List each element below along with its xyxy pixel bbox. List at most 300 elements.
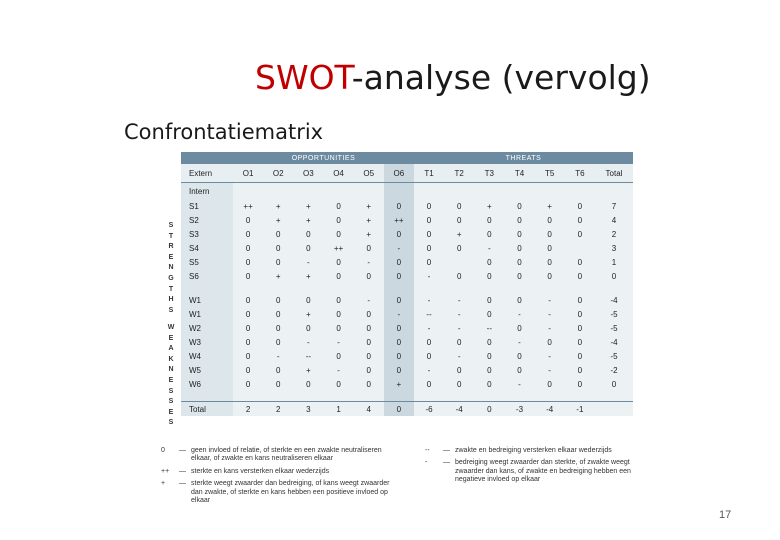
header-corner	[181, 152, 233, 164]
column-header: T5	[535, 164, 565, 183]
matrix-cell: -5	[595, 321, 633, 335]
matrix-cell: 0	[263, 227, 293, 241]
matrix-cell	[565, 241, 595, 255]
matrix-cell: 0	[323, 321, 353, 335]
matrix-cell: 0	[414, 199, 444, 213]
matrix-cell: -4	[535, 402, 565, 417]
matrix-cell: 0	[504, 213, 534, 227]
matrix-group-header	[181, 152, 633, 164]
vertical-letter: E	[168, 376, 174, 384]
matrix-cell: 0	[293, 227, 323, 241]
empty-cell	[474, 183, 504, 200]
empty-cell	[595, 183, 633, 200]
matrix-cell: +	[354, 199, 384, 213]
empty-cell	[384, 283, 414, 293]
matrix-cell: 2	[263, 402, 293, 417]
matrix-cell: -	[444, 321, 474, 335]
title-rest: -analyse (vervolg)	[351, 58, 651, 97]
matrix-cell: 0	[444, 269, 474, 283]
matrix-cell: 0	[233, 363, 263, 377]
vertical-letter: G	[168, 274, 174, 282]
column-header: O4	[323, 164, 353, 183]
matrix-cell: 0	[263, 335, 293, 349]
empty-cell	[474, 391, 504, 402]
legend-symbol: ++	[161, 467, 170, 475]
strength-row	[181, 255, 633, 269]
matrix-cell: -	[535, 363, 565, 377]
matrix-cell: 0	[414, 377, 444, 391]
matrix-cell: -	[535, 321, 565, 335]
legend-dash: —	[179, 447, 186, 454]
matrix-cell: 0	[233, 349, 263, 363]
matrix-cell: 0	[233, 213, 263, 227]
matrix-cell: 4	[354, 402, 384, 417]
row-label: S4	[181, 241, 233, 255]
matrix-cell: 0	[323, 213, 353, 227]
empty-cell	[323, 283, 353, 293]
column-header: O3	[293, 164, 323, 183]
matrix-cell: -	[354, 255, 384, 269]
column-header: O5	[354, 164, 384, 183]
matrix-cell: -	[384, 307, 414, 321]
matrix-cell: -	[474, 241, 504, 255]
matrix-cell: 0	[444, 213, 474, 227]
vertical-letter: A	[168, 345, 174, 353]
row-label: W1	[181, 293, 233, 307]
matrix-cell: 0	[595, 269, 633, 283]
total-row	[181, 402, 633, 417]
matrix-cell: 3	[595, 241, 633, 255]
matrix-cell: 0	[233, 335, 263, 349]
matrix-cell: 0	[565, 269, 595, 283]
column-header: O1	[233, 164, 263, 183]
matrix-cell: 0	[504, 255, 534, 269]
vertical-letter: S	[168, 398, 174, 406]
legend-dash: —	[443, 447, 450, 454]
matrix-cell: 0	[565, 227, 595, 241]
vertical-letter: W	[167, 324, 175, 331]
matrix-cell: 0	[233, 227, 263, 241]
matrix-cell: 0	[354, 377, 384, 391]
slide-title	[255, 58, 651, 97]
legend-text: zwakte en bedreiging versterken elkaar wederzijds	[455, 447, 612, 454]
weakness-row	[181, 293, 633, 307]
matrix-cell: -	[504, 377, 534, 391]
matrix-cell: -	[384, 241, 414, 255]
matrix-cell: ++	[323, 241, 353, 255]
matrix-cell: -6	[414, 402, 444, 417]
matrix-cell: -	[504, 335, 534, 349]
empty-cell	[444, 391, 474, 402]
matrix-cell: -2	[595, 363, 633, 377]
legend-symbol: -	[425, 459, 428, 467]
page-number: 17	[719, 509, 732, 521]
matrix-cell: -	[535, 349, 565, 363]
empty-cell	[233, 283, 263, 293]
matrix-cell: 0	[233, 377, 263, 391]
column-header: T6	[565, 164, 595, 183]
legend-item	[425, 447, 655, 455]
opportunities-header: OPPORTUNITIES	[233, 152, 414, 164]
matrix-cell: +	[263, 199, 293, 213]
matrix-cell: +	[354, 213, 384, 227]
matrix-cell: 0	[504, 349, 534, 363]
matrix-cell: -	[414, 269, 444, 283]
matrix-cell: 0	[504, 321, 534, 335]
matrix-cell: --	[414, 307, 444, 321]
matrix-cell: 0	[535, 335, 565, 349]
legend-item	[161, 447, 401, 464]
matrix-cell: -	[414, 363, 444, 377]
legend-item	[161, 480, 401, 505]
matrix-cell: -1	[565, 402, 595, 417]
empty-cell	[323, 391, 353, 402]
matrix-cell: 0	[444, 335, 474, 349]
matrix-cell: 0	[354, 349, 384, 363]
empty-cell	[181, 391, 233, 402]
matrix-cell: 0	[565, 255, 595, 269]
matrix-cell: 0	[504, 227, 534, 241]
legend-dash: —	[443, 459, 450, 467]
matrix-cell: 0	[384, 227, 414, 241]
empty-cell	[444, 183, 474, 200]
empty-cell	[595, 283, 633, 293]
column-header: Extern	[181, 164, 233, 183]
matrix-cell: +	[263, 269, 293, 283]
strength-row	[181, 199, 633, 213]
strength-row	[181, 269, 633, 283]
matrix-cell: 0	[323, 293, 353, 307]
matrix-cell: +	[293, 363, 323, 377]
matrix-cell: +	[293, 307, 323, 321]
matrix-cell: 0	[474, 377, 504, 391]
matrix-cell: -	[414, 321, 444, 335]
empty-cell	[354, 183, 384, 200]
matrix-cell: 0	[384, 321, 414, 335]
weakness-row	[181, 321, 633, 335]
column-header: T3	[474, 164, 504, 183]
matrix-cell: -	[444, 293, 474, 307]
legend-symbol: +	[161, 480, 166, 488]
empty-cell	[354, 283, 384, 293]
empty-cell	[595, 391, 633, 402]
empty-cell	[233, 391, 263, 402]
matrix-cell: 0	[504, 269, 534, 283]
matrix-cell: 0	[323, 227, 353, 241]
row-label: S5	[181, 255, 233, 269]
matrix-cell: 3	[293, 402, 323, 417]
matrix-cell	[595, 402, 633, 417]
matrix-cell: 0	[504, 241, 534, 255]
matrix-cell: 0	[504, 363, 534, 377]
empty-cell	[504, 283, 534, 293]
matrix-cell: 0	[444, 241, 474, 255]
matrix-cell: 0	[414, 335, 444, 349]
matrix-cell: -	[414, 293, 444, 307]
empty-cell	[414, 283, 444, 293]
matrix-cell: -	[293, 335, 323, 349]
matrix-cell: 0	[384, 199, 414, 213]
matrix-cell: 4	[595, 213, 633, 227]
matrix-cell: 0	[565, 213, 595, 227]
column-header: T2	[444, 164, 474, 183]
strength-row	[181, 227, 633, 241]
vertical-letter: T	[168, 232, 174, 240]
column-header: Total	[595, 164, 633, 183]
matrix-cell: 0	[233, 321, 263, 335]
matrix-cell: -4	[595, 293, 633, 307]
matrix-cell: 0	[263, 377, 293, 391]
intern-label: Intern	[181, 183, 233, 200]
row-label: W2	[181, 321, 233, 335]
weakness-row	[181, 349, 633, 363]
matrix-cell: -	[263, 349, 293, 363]
weakness-row	[181, 307, 633, 321]
matrix-cell: 0	[535, 269, 565, 283]
matrix-cell: 0	[474, 227, 504, 241]
matrix-cell: ++	[233, 199, 263, 213]
empty-cell	[414, 183, 444, 200]
matrix-cell: +	[354, 227, 384, 241]
matrix-cell: 0	[354, 363, 384, 377]
matrix-cell: 0	[565, 349, 595, 363]
title-accent: SWOT	[255, 58, 352, 97]
row-label: W4	[181, 349, 233, 363]
matrix-cell: +	[444, 227, 474, 241]
empty-cell	[565, 283, 595, 293]
matrix-cell: 0	[414, 241, 444, 255]
matrix-cell: 2	[233, 402, 263, 417]
empty-cell	[384, 183, 414, 200]
legend-text: sterkte en kans versterken elkaar wederzijds	[191, 467, 330, 475]
matrix-cell: 0	[535, 213, 565, 227]
vertical-letter: S	[168, 419, 174, 427]
matrix-cell: -	[293, 255, 323, 269]
empty-cell	[354, 391, 384, 402]
row-label: Total	[181, 402, 233, 417]
matrix-cell: 0	[444, 377, 474, 391]
legend-item	[161, 468, 401, 476]
matrix-cell: 0	[535, 255, 565, 269]
matrix-cell: 7	[595, 199, 633, 213]
matrix-cell: -3	[504, 402, 534, 417]
matrix-cell: 0	[384, 363, 414, 377]
matrix-cell: 0	[233, 307, 263, 321]
empty-cell	[474, 283, 504, 293]
matrix-cell: 0	[263, 363, 293, 377]
threats-header: THREATS	[414, 152, 633, 164]
matrix-cell: -5	[595, 349, 633, 363]
matrix-cell: 0	[474, 255, 504, 269]
empty-cell	[504, 183, 534, 200]
vertical-letter: R	[168, 243, 174, 251]
empty-cell	[263, 391, 293, 402]
row-label: W6	[181, 377, 233, 391]
empty-cell	[293, 391, 323, 402]
legend-item	[425, 459, 655, 484]
matrix-cell: 0	[384, 293, 414, 307]
matrix-cell: 0	[384, 269, 414, 283]
vertical-letter: H	[168, 296, 174, 304]
matrix-cell: 0	[233, 269, 263, 283]
legend-symbol: 0	[161, 447, 165, 454]
matrix-cell: 0	[263, 293, 293, 307]
matrix-cell: 0	[444, 363, 474, 377]
matrix-cell: --	[474, 321, 504, 335]
matrix-cell	[444, 255, 474, 269]
matrix-column-header-row	[181, 164, 633, 183]
legend-symbol: --	[425, 447, 430, 454]
legend-dash: —	[179, 467, 186, 475]
legend-text: sterkte weegt zwaarder dan bedreiging, of kans weegt zwaarder dan zwakte, of sterkte en kans hebben een positieve invloed op elkaar	[191, 480, 390, 505]
empty-cell	[565, 183, 595, 200]
weakness-row	[181, 363, 633, 377]
weaknesses-vertical-label	[163, 323, 179, 429]
row-label: W1	[181, 307, 233, 321]
matrix-cell: ++	[384, 213, 414, 227]
matrix-cell: -	[444, 307, 474, 321]
empty-cell	[293, 183, 323, 200]
matrix-cell: 0	[474, 363, 504, 377]
matrix-cell: 0	[354, 335, 384, 349]
vertical-letter: E	[168, 334, 174, 342]
matrix-cell: 0	[474, 349, 504, 363]
matrix-cell: 0	[565, 199, 595, 213]
matrix-cell: 0	[474, 293, 504, 307]
matrix-cell: 0	[384, 255, 414, 269]
matrix-cell: +	[293, 213, 323, 227]
spacer-row	[181, 283, 633, 293]
matrix-cell: 0	[233, 255, 263, 269]
matrix-cell: +	[263, 213, 293, 227]
empty-cell	[504, 391, 534, 402]
matrix-cell: 0	[323, 199, 353, 213]
matrix-cell: 0	[414, 255, 444, 269]
vertical-letter: T	[168, 285, 174, 293]
matrix-cell: 0	[384, 335, 414, 349]
matrix-cell: 0	[354, 269, 384, 283]
empty-cell	[323, 183, 353, 200]
matrix-cell: 0	[354, 241, 384, 255]
vertical-letter: K	[168, 355, 174, 363]
matrix-cell: 1	[595, 255, 633, 269]
matrix-cell: 0	[263, 255, 293, 269]
matrix-cell: 0	[263, 241, 293, 255]
matrix-cell: 0	[595, 377, 633, 391]
empty-cell	[233, 183, 263, 200]
matrix-cell: 0	[323, 269, 353, 283]
matrix-cell: 0	[414, 227, 444, 241]
matrix-cell: 0	[354, 321, 384, 335]
matrix-cell: 0	[565, 293, 595, 307]
matrix-cell: 0	[384, 402, 414, 417]
matrix-cell: 0	[414, 349, 444, 363]
vertical-letter: S	[168, 222, 174, 229]
matrix-cell: 0	[474, 269, 504, 283]
matrix-cell: +	[293, 199, 323, 213]
matrix-cell: 0	[293, 241, 323, 255]
matrix-cell: -	[444, 349, 474, 363]
matrix-cell: 0	[565, 363, 595, 377]
matrix-cell: -	[323, 363, 353, 377]
section-row	[181, 183, 633, 200]
weakness-row	[181, 377, 633, 391]
empty-cell	[565, 391, 595, 402]
empty-cell	[535, 283, 565, 293]
matrix-cell: 0	[444, 199, 474, 213]
matrix-cell: 0	[535, 227, 565, 241]
matrix-cell: 0	[565, 377, 595, 391]
matrix-cell: 0	[414, 213, 444, 227]
vertical-letter: N	[168, 366, 174, 374]
strength-row	[181, 213, 633, 227]
matrix-cell: -	[323, 335, 353, 349]
matrix-cell: 0	[565, 307, 595, 321]
matrix-cell: 0	[323, 377, 353, 391]
empty-cell	[535, 391, 565, 402]
spacer-row	[181, 391, 633, 402]
matrix-cell: 0	[474, 307, 504, 321]
row-label: W5	[181, 363, 233, 377]
matrix-cell: 0	[293, 293, 323, 307]
legend-dash: —	[179, 480, 186, 488]
matrix-cell: +	[293, 269, 323, 283]
column-header: T1	[414, 164, 444, 183]
legend-text: bedreiging weegt zwaarder dan sterkte, of zwakte weegt zwaarder dan kans, of zwakte en bedreiging hebben een negatieve invloed op elkaar	[455, 459, 631, 484]
vertical-letter: E	[168, 253, 174, 261]
matrix-cell: -5	[595, 307, 633, 321]
matrix-cell: 0	[504, 293, 534, 307]
row-label: W3	[181, 335, 233, 349]
matrix-cell: 0	[263, 321, 293, 335]
matrix-cell: -4	[444, 402, 474, 417]
matrix-cell: 0	[263, 307, 293, 321]
column-header: T4	[504, 164, 534, 183]
matrix-cell: 0	[384, 349, 414, 363]
matrix-cell: -	[354, 293, 384, 307]
column-header: O2	[263, 164, 293, 183]
empty-cell	[181, 283, 233, 293]
row-label: S6	[181, 269, 233, 283]
legend-right	[425, 447, 655, 489]
matrix-cell: 0	[535, 377, 565, 391]
vertical-letter: S	[168, 306, 174, 314]
matrix-cell: 2	[595, 227, 633, 241]
matrix-cell: 0	[565, 335, 595, 349]
empty-cell	[444, 283, 474, 293]
matrix-cell: -	[504, 307, 534, 321]
legend-left	[161, 447, 401, 509]
strengths-vertical-label	[163, 221, 179, 316]
matrix-cell: 0	[504, 199, 534, 213]
matrix-cell: 0	[323, 255, 353, 269]
matrix-cell: 0	[293, 321, 323, 335]
matrix-cell: 0	[354, 307, 384, 321]
matrix-cell: -	[535, 293, 565, 307]
empty-cell	[293, 283, 323, 293]
vertical-letter: E	[168, 408, 174, 416]
matrix-cell: +	[535, 199, 565, 213]
vertical-letter: S	[168, 387, 174, 395]
matrix-cell: 0	[565, 321, 595, 335]
vertical-letter: N	[168, 264, 174, 272]
matrix-cell: -	[535, 307, 565, 321]
matrix-cell: 0	[474, 213, 504, 227]
empty-cell	[414, 391, 444, 402]
matrix-cell: 0	[293, 377, 323, 391]
strength-row	[181, 241, 633, 255]
matrix-cell: +	[474, 199, 504, 213]
